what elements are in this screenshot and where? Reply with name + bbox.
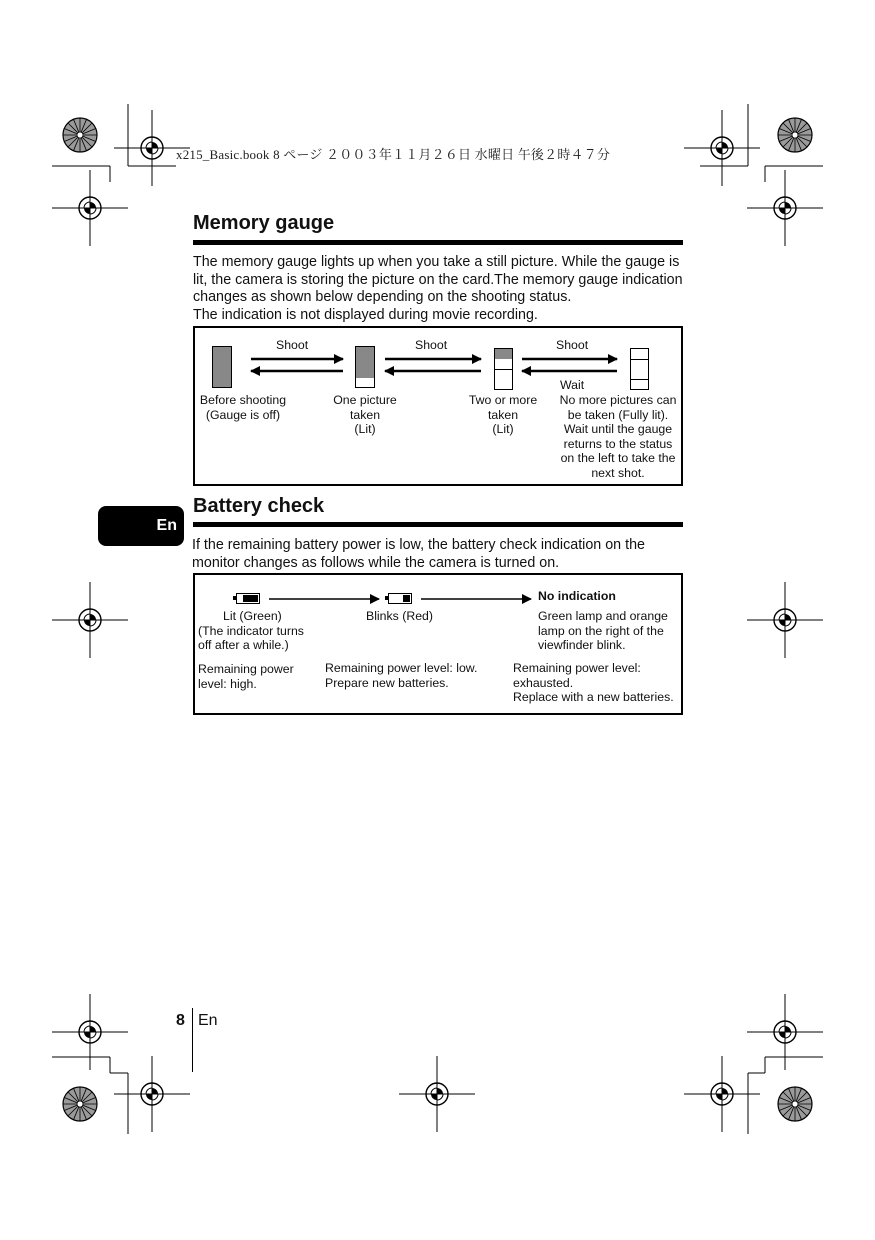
state-caption: Before shooting (Gauge is off) <box>199 393 287 422</box>
battery-icon <box>388 593 412 604</box>
language-tab: En <box>98 506 184 546</box>
battery-check-title: Battery check <box>193 495 325 517</box>
power-level-text: Remaining power level: exhausted. Replace with a new batteries. <box>513 661 674 705</box>
footer-language: En <box>198 1012 218 1029</box>
battery-check-rule <box>193 522 683 527</box>
shoot-label: Shoot <box>276 338 309 352</box>
wait-label: Wait <box>560 378 585 392</box>
shoot-label: Shoot <box>415 338 448 352</box>
memory-gauge-indicator <box>212 346 232 388</box>
state-caption: No more pictures can be taken (Fully lit). Wait until the gauge returns to the status on the left to take the next shot. <box>559 393 677 480</box>
power-level-text: Remaining power level: low. Prepare new batteries. <box>325 661 478 690</box>
paragraph-line: The memory gauge lights up when you take a still picture. While the gauge is <box>193 254 680 270</box>
footer-divider <box>192 1008 193 1072</box>
memory-gauge-diagram <box>193 326 683 486</box>
battery-state-label: Green lamp and orange lamp on the right of the viewfinder blink. <box>538 609 668 653</box>
no-indication-heading: No indication <box>538 589 616 603</box>
memory-gauge-title: Memory gauge <box>193 212 335 234</box>
battery-check-diagram <box>193 573 683 715</box>
page-number: 8 <box>176 1012 185 1029</box>
memory-gauge-paragraph <box>193 254 688 324</box>
paragraph-line: changes as shown below depending on the shooting status. <box>193 289 572 305</box>
paragraph-line: The indication is not displayed during movie recording. <box>193 306 538 323</box>
paragraph-line: If the remaining battery power is low, the battery check indication on the <box>192 537 645 553</box>
memory-gauge-indicator <box>355 346 375 388</box>
battery-state-label: Lit (Green) (The indicator turns off after a while.) <box>198 609 304 653</box>
state-caption: One picture taken (Lit) <box>333 393 397 437</box>
battery-icon <box>236 593 260 604</box>
paragraph-line: lit, the camera is storing the picture on the card.The memory gauge indication <box>193 271 683 288</box>
memory-gauge-rule <box>193 240 683 245</box>
memory-gauge-indicator <box>494 348 513 390</box>
power-level-text: Remaining power level: high. <box>198 662 294 691</box>
battery-check-paragraph <box>192 537 687 572</box>
memory-gauge-indicator <box>630 348 649 390</box>
state-caption: Two or more taken (Lit) <box>468 393 538 437</box>
battery-state-label: Blinks (Red) <box>366 609 433 623</box>
print-header: x215_Basic.book 8 ページ ２００３年１１月２６日 水曜日 午後２時４７分 <box>176 147 611 162</box>
shoot-label: Shoot <box>556 338 589 352</box>
paragraph-line: monitor changes as follows while the camera is turned on. <box>192 554 560 571</box>
